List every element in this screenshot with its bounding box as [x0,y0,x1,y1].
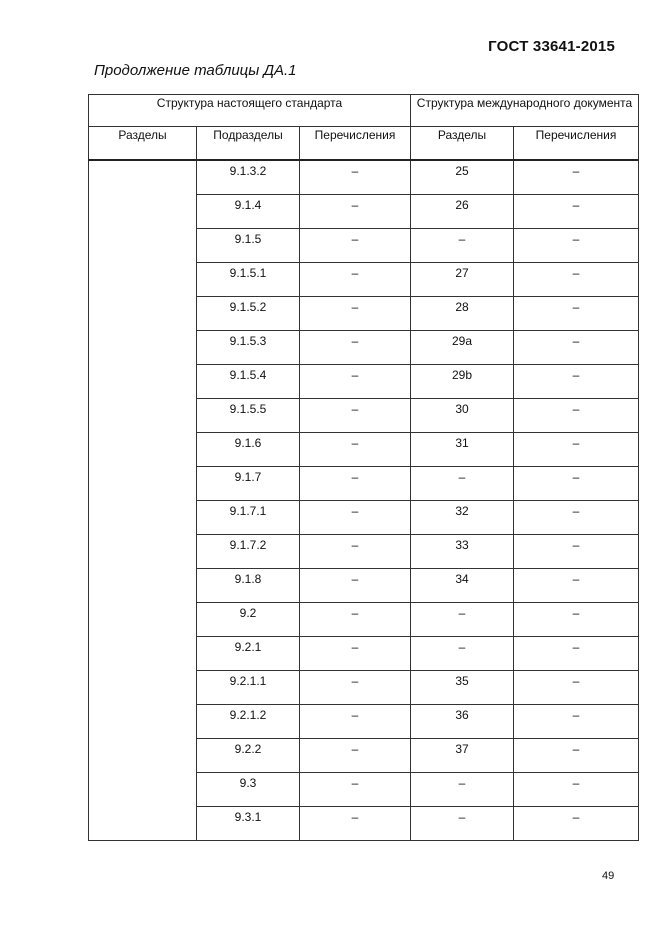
intl-enumeration-cell: – [514,263,639,297]
intl-section-cell: – [411,467,514,501]
intl-enumeration-cell: – [514,603,639,637]
intl-enumeration-cell: – [514,773,639,807]
intl-enumeration-cell: – [514,433,639,467]
intl-section-cell: 29b [411,365,514,399]
intl-enumeration-cell: – [514,365,639,399]
intl-section-cell: 34 [411,569,514,603]
subsection-cell: 9.2 [197,603,300,637]
enumeration-cell: – [300,773,411,807]
subsection-cell: 9.3 [197,773,300,807]
page-number: 49 [602,870,615,882]
intl-section-cell: – [411,773,514,807]
enumeration-cell: – [300,297,411,331]
subsection-cell: 9.1.5.2 [197,297,300,331]
correspondence-table [88,94,639,841]
subsection-cell: 9.2.1.1 [197,671,300,705]
intl-section-cell: 28 [411,297,514,331]
enumeration-cell: – [300,739,411,773]
intl-enumeration-cell: – [514,535,639,569]
subsection-cell: 9.1.7.2 [197,535,300,569]
enumeration-cell: – [300,365,411,399]
subsection-cell: 9.1.5.4 [197,365,300,399]
enumeration-cell: – [300,569,411,603]
intl-enumeration-cell: – [514,297,639,331]
enumeration-cell: – [300,705,411,739]
enumeration-cell: – [300,671,411,705]
column-header: Разделы [89,127,197,161]
subsection-cell: 9.2.1 [197,637,300,671]
subsection-cell: 9.1.5 [197,229,300,263]
enumeration-cell: – [300,501,411,535]
subsection-cell: 9.1.5.3 [197,331,300,365]
subsection-cell: 9.2.2 [197,739,300,773]
intl-enumeration-cell: – [514,229,639,263]
intl-section-cell: – [411,637,514,671]
group-header-row [89,95,639,127]
subsection-cell: 9.2.1.2 [197,705,300,739]
table-body [89,160,639,841]
intl-enumeration-cell: – [514,160,639,195]
enumeration-cell: – [300,807,411,841]
intl-enumeration-cell: – [514,399,639,433]
enumeration-cell: – [300,195,411,229]
subsection-cell: 9.3.1 [197,807,300,841]
subsection-cell: 9.1.7.1 [197,501,300,535]
intl-section-cell: 35 [411,671,514,705]
intl-enumeration-cell: – [514,569,639,603]
intl-section-cell: 30 [411,399,514,433]
enumeration-cell: – [300,467,411,501]
column-header: Подразделы [197,127,300,161]
enumeration-cell: – [300,535,411,569]
intl-enumeration-cell: – [514,705,639,739]
intl-section-cell: 37 [411,739,514,773]
subsection-cell: 9.1.7 [197,467,300,501]
subsection-cell: 9.1.4 [197,195,300,229]
table-caption: Продолжение таблицы ДА.1 [94,62,297,79]
intl-enumeration-cell: – [514,501,639,535]
intl-enumeration-cell: – [514,467,639,501]
column-header: Перечисления [514,127,639,161]
intl-section-cell: 32 [411,501,514,535]
enumeration-cell: – [300,603,411,637]
enumeration-cell: – [300,160,411,195]
sections-cell [89,160,197,841]
enumeration-cell: – [300,637,411,671]
subsection-cell: 9.1.5.1 [197,263,300,297]
intl-section-cell: 29а [411,331,514,365]
intl-section-cell: 26 [411,195,514,229]
enumeration-cell: – [300,229,411,263]
intl-enumeration-cell: – [514,331,639,365]
subsection-cell: 9.1.5.5 [197,399,300,433]
subsection-cell: 9.1.8 [197,569,300,603]
enumeration-cell: – [300,331,411,365]
intl-section-cell: 36 [411,705,514,739]
column-header-row [89,127,639,161]
intl-section-cell: 27 [411,263,514,297]
intl-section-cell: – [411,229,514,263]
group-header-international: Структура международного документа [411,95,639,127]
enumeration-cell: – [300,433,411,467]
column-header: Разделы [411,127,514,161]
intl-enumeration-cell: – [514,807,639,841]
enumeration-cell: – [300,399,411,433]
subsection-cell: 9.1.3.2 [197,160,300,195]
intl-enumeration-cell: – [514,195,639,229]
enumeration-cell: – [300,263,411,297]
intl-enumeration-cell: – [514,637,639,671]
intl-section-cell: 25 [411,160,514,195]
group-header-this-standard: Структура настоящего стандарта [89,95,411,127]
column-header: Перечисления [300,127,411,161]
intl-enumeration-cell: – [514,739,639,773]
table-row [89,160,639,195]
intl-enumeration-cell: – [514,671,639,705]
intl-section-cell: – [411,807,514,841]
intl-section-cell: 33 [411,535,514,569]
intl-section-cell: 31 [411,433,514,467]
subsection-cell: 9.1.6 [197,433,300,467]
document-code: ГОСТ 33641-2015 [488,38,615,55]
intl-section-cell: – [411,603,514,637]
